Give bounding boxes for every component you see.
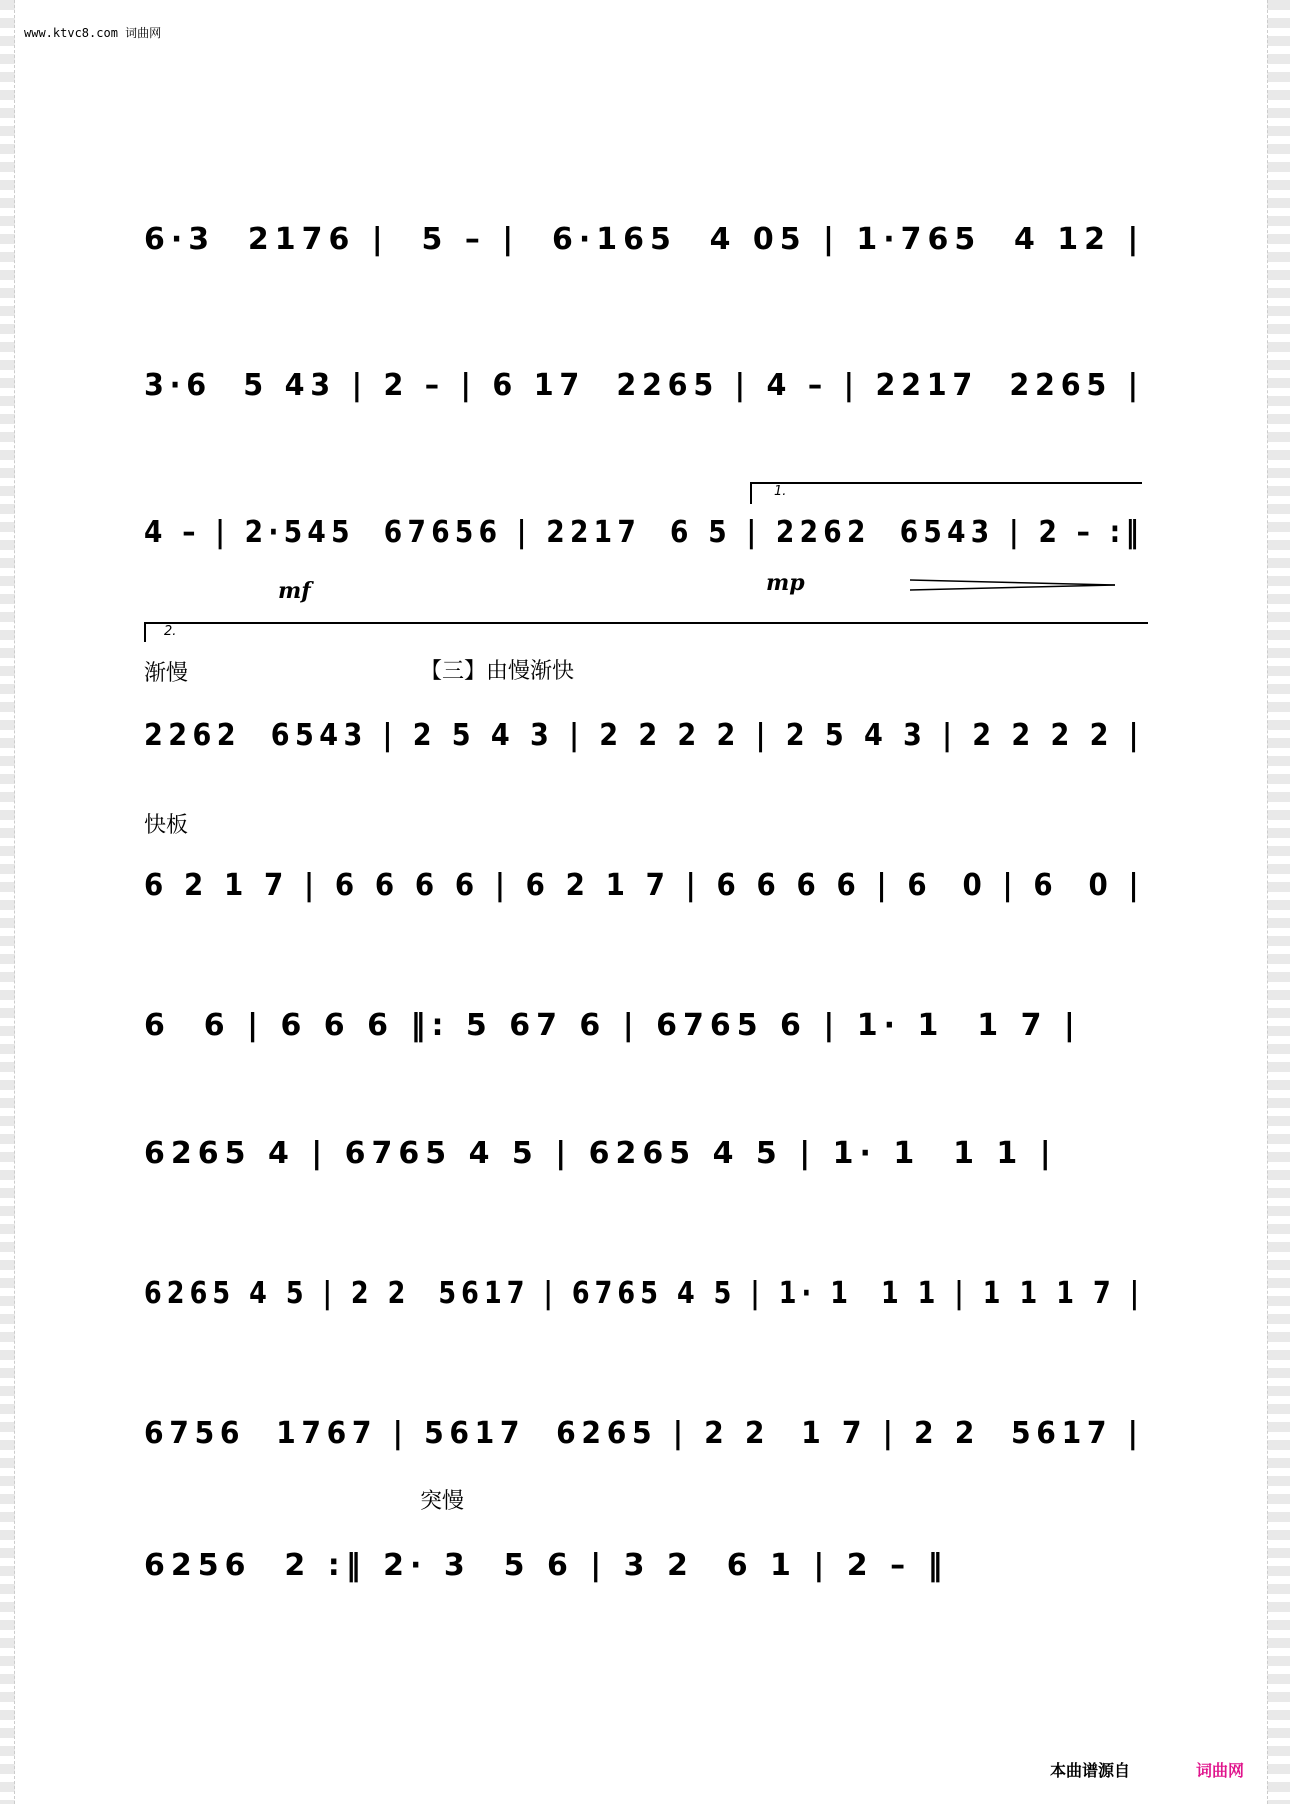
- notes-line-8: 6265 4 5 | 2 2 5617 | 6765 4 5 | 1· 1 1 1 | 1 1 1 7 |: [144, 1276, 1145, 1311]
- section-three-title: 【三】由慢渐快: [420, 659, 575, 684]
- notes-line-1: 6·3 2176 | 5 – | 6·165 4 05 | 1·765 4 12 |: [144, 222, 1145, 257]
- score-line-2: [144, 368, 1149, 428]
- dynamic-mp: mp: [766, 570, 805, 596]
- score-line-6: [144, 1008, 1149, 1068]
- volta-1: 1.: [750, 482, 1142, 504]
- notes-line-7: 6265 4 | 6765 4 5 | 6265 4 5 | 1· 1 1 1 |: [144, 1136, 1057, 1171]
- score-line-8: [144, 1276, 1149, 1336]
- notes-line-10: 6256 2 :‖ 2· 3 5 6 | 3 2 6 1 | 2 – ‖: [144, 1548, 949, 1583]
- notes-line-6: 6 6 | 6 6 6 ‖: 5 67 6 | 6765 6 | 1· 1 1 7 |: [144, 1008, 1081, 1043]
- notes-line-9: 6756 1767 | 5617 6265 | 2 2 1 7 | 2 2 5617 |: [144, 1416, 1144, 1451]
- left-margin-strip: [0, 0, 15, 1804]
- volta-2: 2.: [144, 622, 1148, 642]
- decrescendo-hairpin: [910, 578, 1120, 592]
- notes-line-5: 6 2 1 7 | 6 6 6 6 | 6 2 1 7 | 6 6 6 6 | 6 0 | 6 0 |: [144, 868, 1145, 903]
- site-watermark: www.ktvc8.com 词曲网: [24, 26, 162, 40]
- dynamic-mf: mf: [278, 578, 311, 604]
- notes-line-4: 2262 6543 | 2 5 4 3 | 2 2 2 2 | 2 5 4 3 | 2 2 2 2 |: [144, 718, 1144, 753]
- tempo-slower: 渐慢: [144, 661, 189, 686]
- score-line-1: [144, 222, 1149, 282]
- score-line-9: [144, 1416, 1149, 1476]
- right-margin-strip: [1267, 0, 1290, 1804]
- tempo-fast: 快板: [144, 813, 189, 838]
- footer-source-label: 本曲谱源自: [1050, 1761, 1131, 1780]
- notes-line-2: 3·6 5 43 | 2 – | 6 17 2265 | 4 – | 2217 2265 |: [144, 368, 1144, 403]
- score-line-7: [144, 1136, 1149, 1196]
- footer-site-link[interactable]: 词曲网: [1196, 1761, 1245, 1780]
- score-line-5: [144, 868, 1149, 928]
- score-line-10: [144, 1548, 1149, 1608]
- tempo-sudden-slow: 突慢: [420, 1489, 465, 1514]
- score-line-4: [144, 718, 1149, 778]
- score-line-3: [144, 515, 1149, 575]
- notes-line-3: 4 – | 2·545 67656 | 2217 6 5 | 2262 6543 | 2 – :‖: [144, 515, 1145, 550]
